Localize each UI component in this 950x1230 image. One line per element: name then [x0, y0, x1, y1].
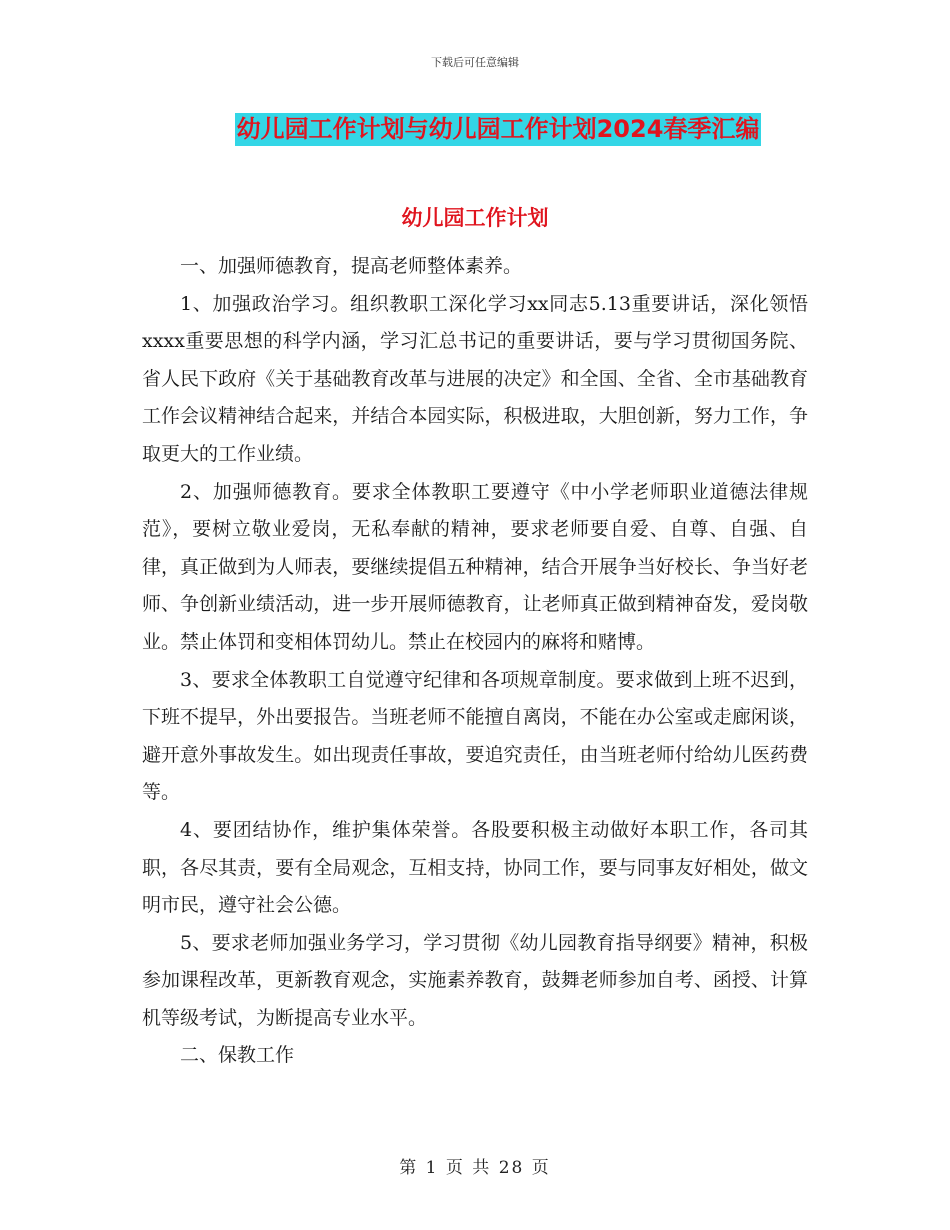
- paragraph: 5、要求老师加强业务学习，学习贯彻《幼儿园教育指导纲要》精神，积极参加课程改革，更新教育观念，实施素养教育，鼓舞老师参加自考、函授、计算机等级考试，为断提高专业水平。: [142, 931, 808, 1029]
- page-number-footer: 第 1 页 共 28 页: [399, 1158, 551, 1178]
- document-title-container: [0, 113, 950, 146]
- paragraph: 4、要团结协作，维护集体荣誉。各股要积极主动做好本职工作，各司其职，各尽其责，要有全局观念，互相支持，协同工作，要与同事友好相处，做文明市民，遵守社会公德。: [142, 818, 808, 917]
- paragraph: 2、加强师德教育。要求全体教职工要遵守《中小学老师职业道德法律规范》，要树立敬业爱岗，无私奉献的精神，要求老师要自爱、自尊、自强、自律，真正做到为人师表，要继续提倡五种精神，结合开展争当好校长、争当好老师、争创新业绩活动，进一步开展师德教育，让老师真正做到精神奋发，爱岗敬业。禁止体罚和变相体罚幼儿。禁止在校园内的麻将和赌博。: [142, 480, 808, 653]
- page-header-note: 下载后可任意编辑: [431, 56, 519, 69]
- paragraph: 1、加强政治学习。组织教职工深化学习xx同志5.13重要讲话，深化领悟xxxx重要思想的科学内涵，学习汇总书记的重要讲话，要与学习贯彻国务院、省人民下政府《关于基础教育改革与进展的决定》和全国、全省、全市基础教育工作会议精神结合起来，并结合本园实际，积极进取，大胆创新，努力工作，争取更大的工作业绩。: [142, 292, 808, 465]
- paragraph: 3、要求全体教职工自觉遵守纪律和各项规章制度。要求做到上班不迟到，下班不提早，外出要报告。当班老师不能擅自离岗，不能在办公室或走廊闲谈，避开意外事故发生。如出现责任事故，要追究责任，由当班老师付给幼儿医药费等。: [142, 668, 808, 804]
- document-title: 幼儿园工作计划与幼儿园工作计划2024春季汇编: [235, 113, 762, 146]
- section-title: 幼儿园工作计划: [401, 206, 549, 230]
- paragraph-heading-1: 一、加强师德教育，提高老师整体素养。: [180, 255, 523, 277]
- document-body: [142, 248, 808, 1075]
- paragraph-heading-2: 二、保教工作: [180, 1044, 295, 1067]
